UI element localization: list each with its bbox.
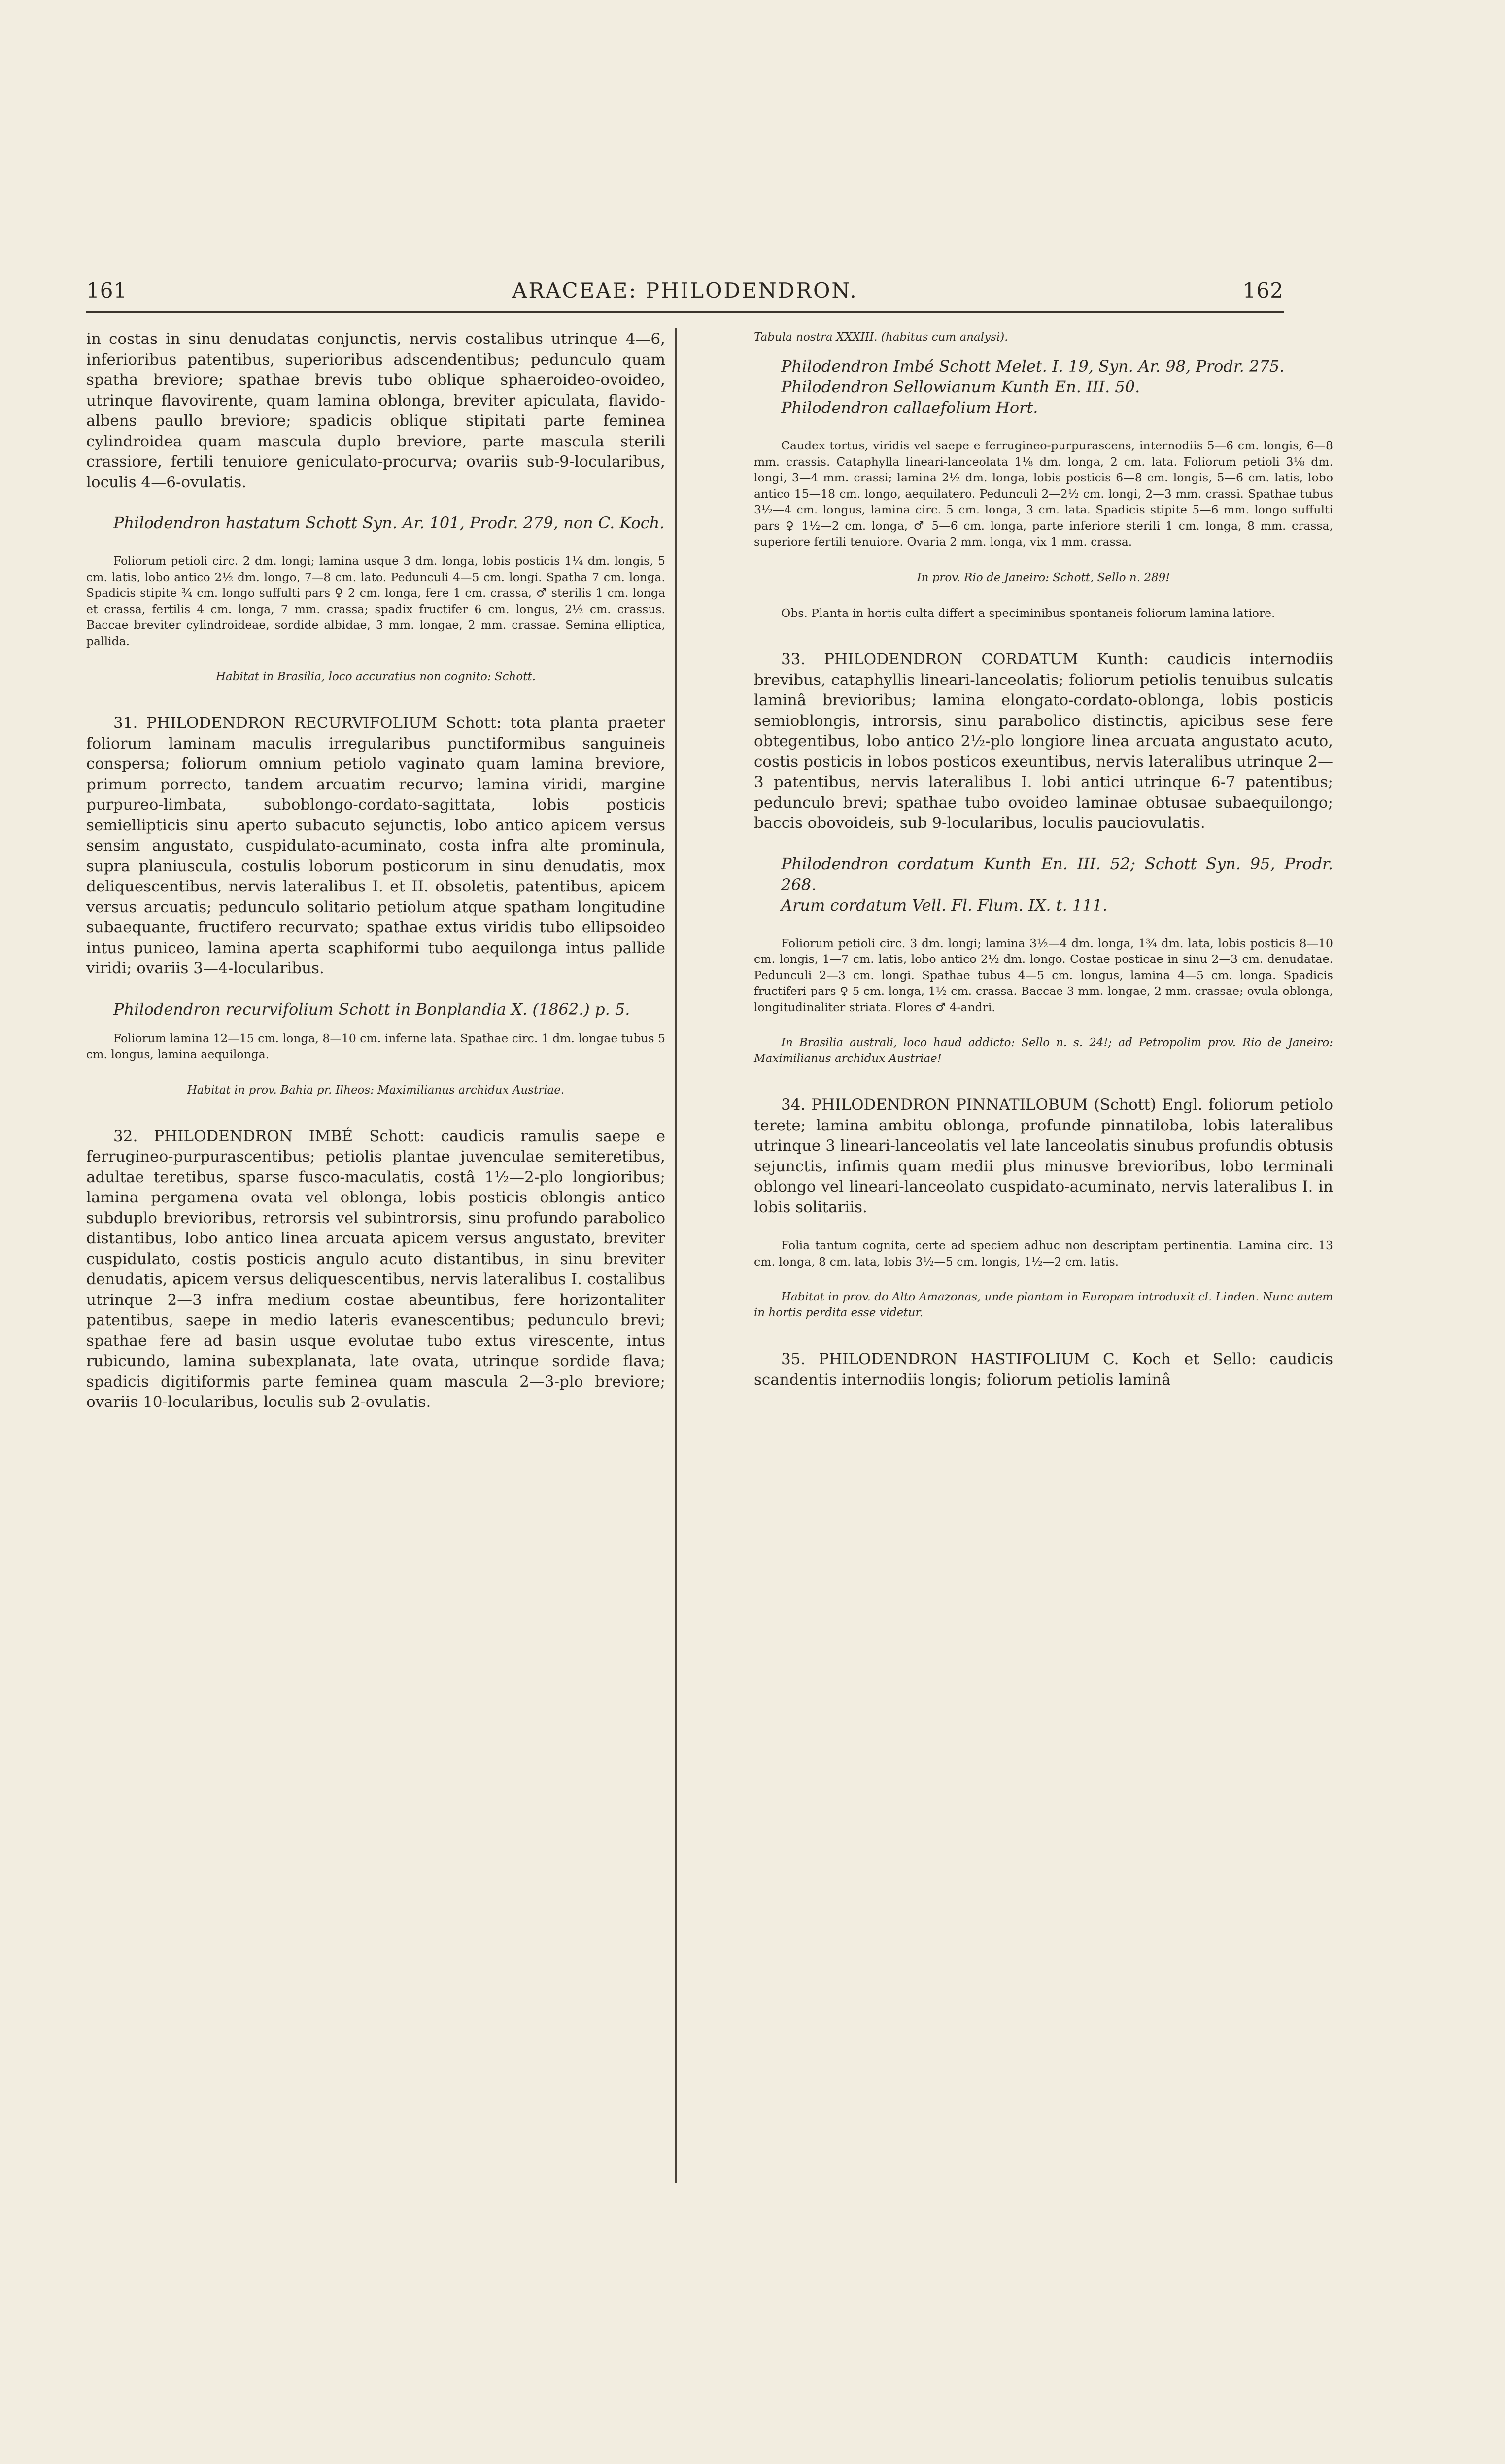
synonym-recurvifolium: Philodendron recurvifolium Schott in Bonplandia X. (1862.) p. 5. bbox=[113, 999, 630, 1019]
measurements-hastatum: Foliorum petioli circ. 2 dm. longi; lamina usque 3 dm. longa, lobis posticis 1¼ dm. longis, 5 cm. latis, lobo antico 2½ dm. longo, 7—8 cm. lato. Pedunculi 4—5 cm. longi. Spatha 7 cm. longa. Spadicis stipite ¾ cm. longo suffulti pars ♀ 2 cm. longa, fere 1 cm. crassa, ♂ sterilis 1 cm. longa et crassa, fertilis 4 cm. longa, 7 mm. crassa; spadix fructifer 6 cm. longus, 2½ cm. crassus. Baccae breviter cylindroideae, sordide albidae, 3 mm. longae, 2 mm. crassae. Semina elliptica, pallida. bbox=[86, 554, 665, 648]
plate-reference: Tabula nostra XXXIII. (habitus cum analysi). bbox=[754, 331, 1008, 343]
habitat-pinnatilobum: Habitat in prov. do Alto Amazonas, unde plantam in Europam introduxit cl. Linden. Nunc autem in hortis perdita esse videtur. bbox=[754, 1291, 1333, 1319]
measurements-pinnatilobum: Folia tantum cognita, certe ad speciem adhuc non descriptam pertinentia. Lamina circ. 13 cm. longa, 8 cm. lata, lobis 3½—5 cm. longis, 1½—2 cm. latis. bbox=[754, 1238, 1333, 1268]
page-header bbox=[86, 278, 1284, 308]
habitat-cordatum: In Brasilia australi, loco haud addicto: Sello n. s. 24!; ad Petropolim prov. Rio de Janeiro: Maximilianus archidux Austriae! bbox=[754, 1036, 1333, 1065]
column-divider bbox=[675, 328, 677, 2183]
running-title: ARACEAE: PHILODENDRON. bbox=[512, 278, 858, 303]
species-35-description: 35. PHILODENDRON HASTIFOLIUM C. Koch et Sello: caudicis scandentis internodiis longis; foliorum petiolis laminâ bbox=[754, 1350, 1333, 1389]
species-34-description: 34. PHILODENDRON PINNATILOBUM (Schott) Engl. foliorum petiolo terete; lamina ambitu oblonga, profunde pinnatiloba, lobis lateralibus utrinque 3 lineari-lanceolatis vel late lanceolatis sinubus profundis obtusis sejunctis, infimis quam medii plus minusve brevioribus, lobo terminali oblongo vel lineari-lanceolato cuspidato-acuminato, nervis lateralibus I. in lobis solitariis. bbox=[754, 1096, 1333, 1216]
measurements-imbe: Caudex tortus, viridis vel saepe e ferrugineo-purpurascens, internodiis 5—6 cm. longis, 6—8 mm. crassis. Cataphylla lineari-lanceolata 1⅛ dm. longa, 2 cm. lata. Foliorum petioli 3⅛ dm. longi, 3—4 mm. crassi; lamina 2½ dm. longa, lobis posticis 6—8 cm. longis, 5—6 cm. latis, lobo antico 15—18 cm. longo, aequilatero. Pedunculi 2—2½ cm. longi, 2—3 mm. crassi. Spathae tubus 3½—4 cm. longus, lamina circ. 5 cm. longa, 3 cm. lata. Spadicis stipite 5—6 mm. longo suffulti pars ♀ 1½—2 cm. longa, ♂ 5—6 cm. longa, parte inferiore sterili 1 cm. longa, 8 mm. crassa, superiore fertili tenuiore. Ovaria 2 mm. longa, vix 1 mm. crassa. bbox=[754, 439, 1333, 548]
synonym-sellowianum: Philodendron Sellowianum Kunth En. III. 50. bbox=[781, 377, 1140, 396]
synonym-callaefolium: Philodendron callaefolium Hort. bbox=[781, 398, 1038, 417]
synonym-imbe: Philodendron Imbé Schott Melet. I. 19, Syn. Ar. 98, Prodr. 275. bbox=[781, 357, 1285, 376]
observation-note: Obs. Planta in hortis culta differt a speciminibus spontaneis foliorum lamina latiore. bbox=[781, 606, 1275, 620]
habitat-recurvifolium: Habitat in prov. Bahia pr. Ilheos: Maximilianus archidux Austriae. bbox=[187, 1083, 565, 1096]
header-rule bbox=[86, 311, 1284, 313]
synonym-cordatum: Philodendron cordatum Kunth En. III. 52; Schott Syn. 95, Prodr. 268. bbox=[781, 854, 1333, 894]
habitat-imbe: In prov. Rio de Janeiro: Schott, Sello n. 289! bbox=[917, 571, 1170, 584]
species-31-description: 31. PHILODENDRON RECURVIFOLIUM Schott: tota planta praeter foliorum laminam maculis irregularibus punctiformibus sanguineis conspersa; foliorum omnium petiolo vaginato quam lamina breviore, primum porrecto, tandem arcuatim recurvo; lamina viridi, margine purpureo-limbata, suboblongo-cordato-sagittata, lobis posticis semiellipticis sinu aperto subacuto sejunctis, lobo antico apicem versus sensim angustato, cuspidulato-acuminato, costa infra alte prominula, supra planiuscula, costulis loborum posticorum in sinu denudatis, mox deliquescentibus, nervis lateralibus I. et II. obsoletis, patentibus, apicem versus arcuatis; pedunculo solitario petiolum atque spatham longitudine subaequante, fructifero recurvato; spathae extus viridis tubo ellipsoideo intus puniceo, lamina aperta scaphiformi tubo aequilonga intus pallide viridi; ovariis 3—4-locularibus. bbox=[86, 714, 665, 977]
species-33-description: 33. PHILODENDRON CORDATUM Kunth: caudicis internodiis brevibus, cataphyllis lineari-lanceolatis; foliorum petiolis tenuibus sulcatis laminâ brevioribus; lamina elongato-cordato-oblonga, lobis posticis semioblongis, introrsis, sinu parabolico distinctis, apicibus sese fere obtegentibus, lobo antico 2½-plo longiore linea arcuata angustato acuto, costis posticis in lobos posticos exeuntibus, nervis lateralibus utrinque 2—3 patentibus, nervis lateralibus I. lobi antici utrinque 6-7 patentibus; pedunculo brevi; spathae tubo ovoideo laminae obtusae subaequilongo; baccis obovoideis, sub 9-locularibus, loculis pauciovulatis. bbox=[754, 650, 1333, 832]
description-continued: in costas in sinu denudatas conjunctis, nervis costalibus utrinque 4—6, inferioribus patentibus, superioribus adscendentibus; pedunculo quam spatha breviore; spathae brevis tubo oblique sphaeroideo-ovoideo, utrinque flavovirente, quam lamina oblonga, breviter apiculata, flavido-albens paullo breviore; spadicis oblique stipitati parte feminea cylindroidea quam mascula duplo breviore, parte mascula sterili crassiore, fertili tenuiore geniculato-procurva; ovariis sub-9-locularibus, loculis 4—6-ovulatis. bbox=[86, 330, 665, 491]
measurements-cordatum: Foliorum petioli circ. 3 dm. longi; lamina 3½—4 dm. longa, 1¾ dm. lata, lobis posticis 8—10 cm. longis, 1—7 cm. latis, lobo antico 2½ dm. longo. Costae posticae in sinu 2—3 cm. denudatae. Pedunculi 2—3 cm. longi. Spathae tubus 4—5 cm. longus, lamina 4—5 cm. longa. Spadicis fructiferi pars ♀ 5 cm. longa, 1½ cm. crassa. Baccae 3 mm. longae, 2 mm. crassae; ovula oblonga, longitudinaliter striata. Flores ♂ 4-andri. bbox=[754, 936, 1333, 1014]
habitat-hastatum: Habitat in Brasilia, loco accuratius non cognito: Schott. bbox=[215, 670, 536, 683]
page-number-left: 161 bbox=[86, 278, 128, 303]
synonym-hastatum: Philodendron hastatum Schott Syn. Ar. 101, Prodr. 279, non C. Koch. bbox=[113, 513, 665, 532]
page-number-right: 162 bbox=[1242, 278, 1284, 303]
species-32-description: 32. PHILODENDRON IMBÉ Schott: caudicis ramulis saepe e ferrugineo-purpurascentibus; petiolis plantae juvenculae semiteretibus, adultae teretibus, sparse fusco-maculatis, costâ 1½—2-plo longioribus; lamina pergamena ovata vel oblonga, lobis posticis oblongis antico subduplo brevioribus, retrorsis vel subintrorsis, sinu profundo parabolico distantibus, lobo antico linea arcuata apicem versus angustato, breviter cuspidulato, costis posticis angulo acuto distantibus, in sinu breviter denudatis, apicem versus deliquescentibus, nervis lateralibus I. costalibus utrinque 2—3 infra medium costae abeuntibus, fere horizontaliter patentibus, saepe in medio lateris evanescentibus; pedunculo brevi; spathae fere ad basin usque evolutae tubo extus virescente, intus rubicundo, lamina subexplanata, late ovata, utrinque sordide flava; spadicis digitiformis parte feminea quam mascula 2—3-plo breviore; ovariis 10-locularibus, loculis sub 2-ovulatis. bbox=[86, 1127, 665, 1411]
left-column bbox=[86, 329, 665, 1413]
synonym-arum-cordatum: Arum cordatum Vell. Fl. Flum. IX. t. 111. bbox=[781, 895, 1108, 915]
right-column bbox=[754, 329, 1333, 1390]
measurements-recurvifolium: Foliorum lamina 12—15 cm. longa, 8—10 cm. inferne lata. Spathae circ. 1 dm. longae tubus 5 cm. longus, lamina aequilonga. bbox=[86, 1031, 665, 1061]
